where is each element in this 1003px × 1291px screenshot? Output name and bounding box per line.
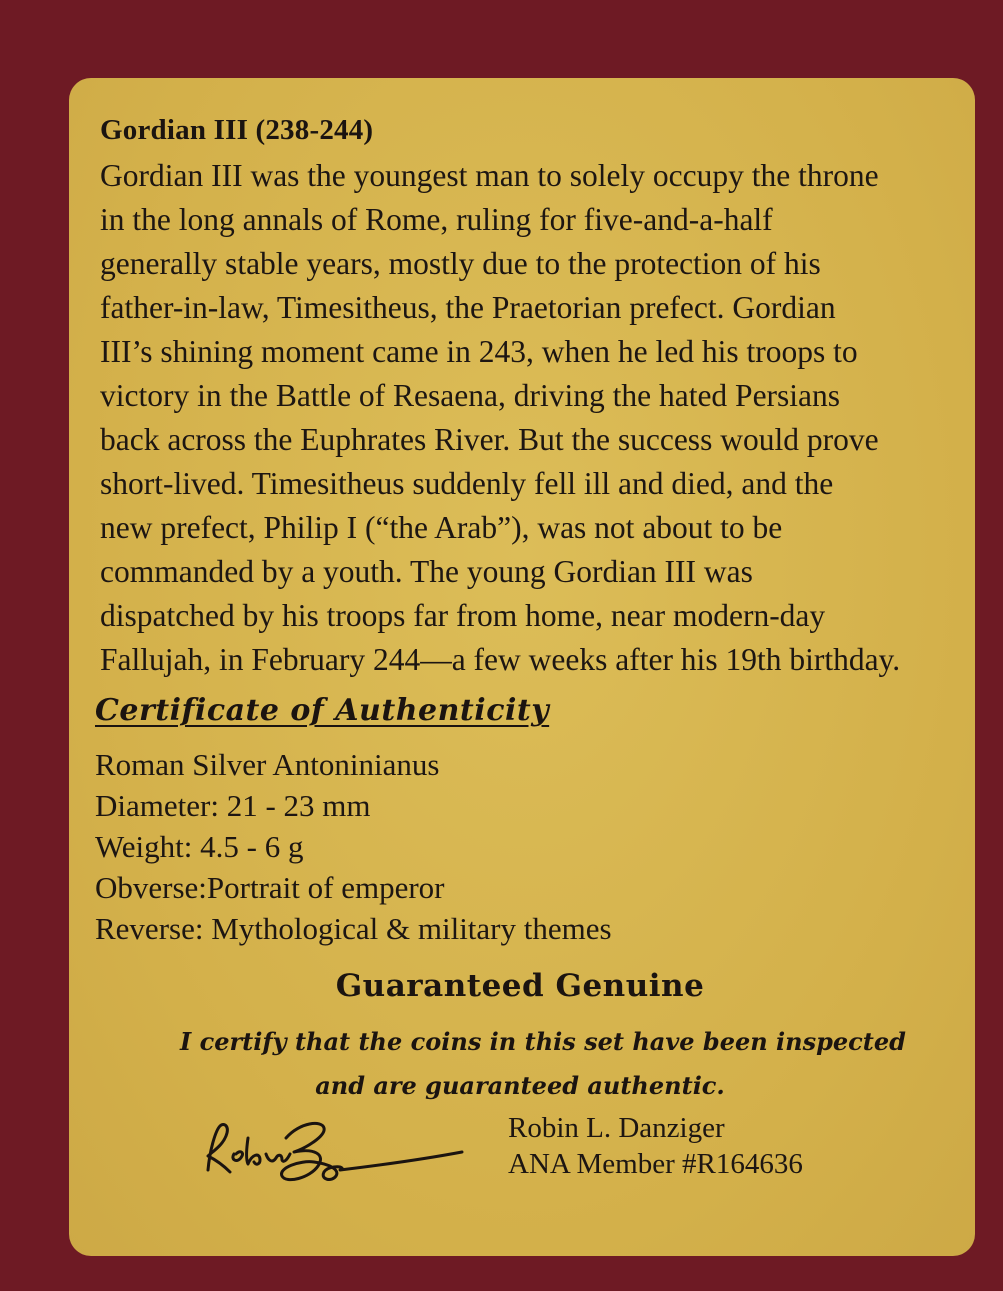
bio-line: in the long annals of Rome, ruling for five-and-a-half xyxy=(100,202,773,237)
guarantee-heading: Guaranteed Genuine xyxy=(335,968,705,1004)
certification-line: I certify that the coins in this set have been inspected xyxy=(180,1027,906,1056)
bio-line: new prefect, Philip I (“the Arab”), was not about to be xyxy=(100,510,783,545)
bio-line: Fallujah, in February 244—a few weeks after his 19th birthday. xyxy=(100,642,901,677)
bio-line: father-in-law, Timesitheus, the Praetorian prefect. Gordian xyxy=(100,290,836,325)
bio-line: dispatched by his troops far from home, near modern-day xyxy=(100,598,826,633)
bio-line: Gordian III was the youngest man to solely occupy the throne xyxy=(100,158,879,193)
certificate-heading: Certificate of Authenticity xyxy=(95,693,550,728)
spec-weight: Weight: 4.5 - 6 g xyxy=(95,829,304,864)
spec-obverse: Obverse:Portrait of emperor xyxy=(95,870,445,905)
bio-title: Gordian III (238-244) xyxy=(100,114,374,146)
bio-line: victory in the Battle of Resaena, driving the hated Persians xyxy=(100,378,841,413)
bio-line: back across the Euphrates River. But the success would prove xyxy=(100,422,879,457)
spec-reverse: Reverse: Mythological & military themes xyxy=(95,911,612,946)
bio-paragraph xyxy=(100,154,960,682)
handwritten-signature xyxy=(190,1108,470,1198)
spec-diameter: Diameter: 21 - 23 mm xyxy=(95,788,371,823)
bio-line: generally stable years, mostly due to the protection of his xyxy=(100,246,821,281)
certification-line: and are guaranteed authentic. xyxy=(315,1071,725,1100)
bio-line: III’s shining moment came in 243, when he led his troops to xyxy=(100,334,858,369)
coin-specs xyxy=(95,744,612,949)
signer-block xyxy=(508,1110,803,1182)
spec-coin-type: Roman Silver Antoninianus xyxy=(95,747,440,782)
signer-membership: ANA Member #R164636 xyxy=(508,1148,803,1180)
bio-line: short-lived. Timesitheus suddenly fell ill and died, and the xyxy=(100,466,834,501)
bio-line: commanded by a youth. The young Gordian III was xyxy=(100,554,753,589)
certification-statement xyxy=(180,1020,906,1108)
signer-name: Robin L. Danziger xyxy=(508,1112,725,1144)
